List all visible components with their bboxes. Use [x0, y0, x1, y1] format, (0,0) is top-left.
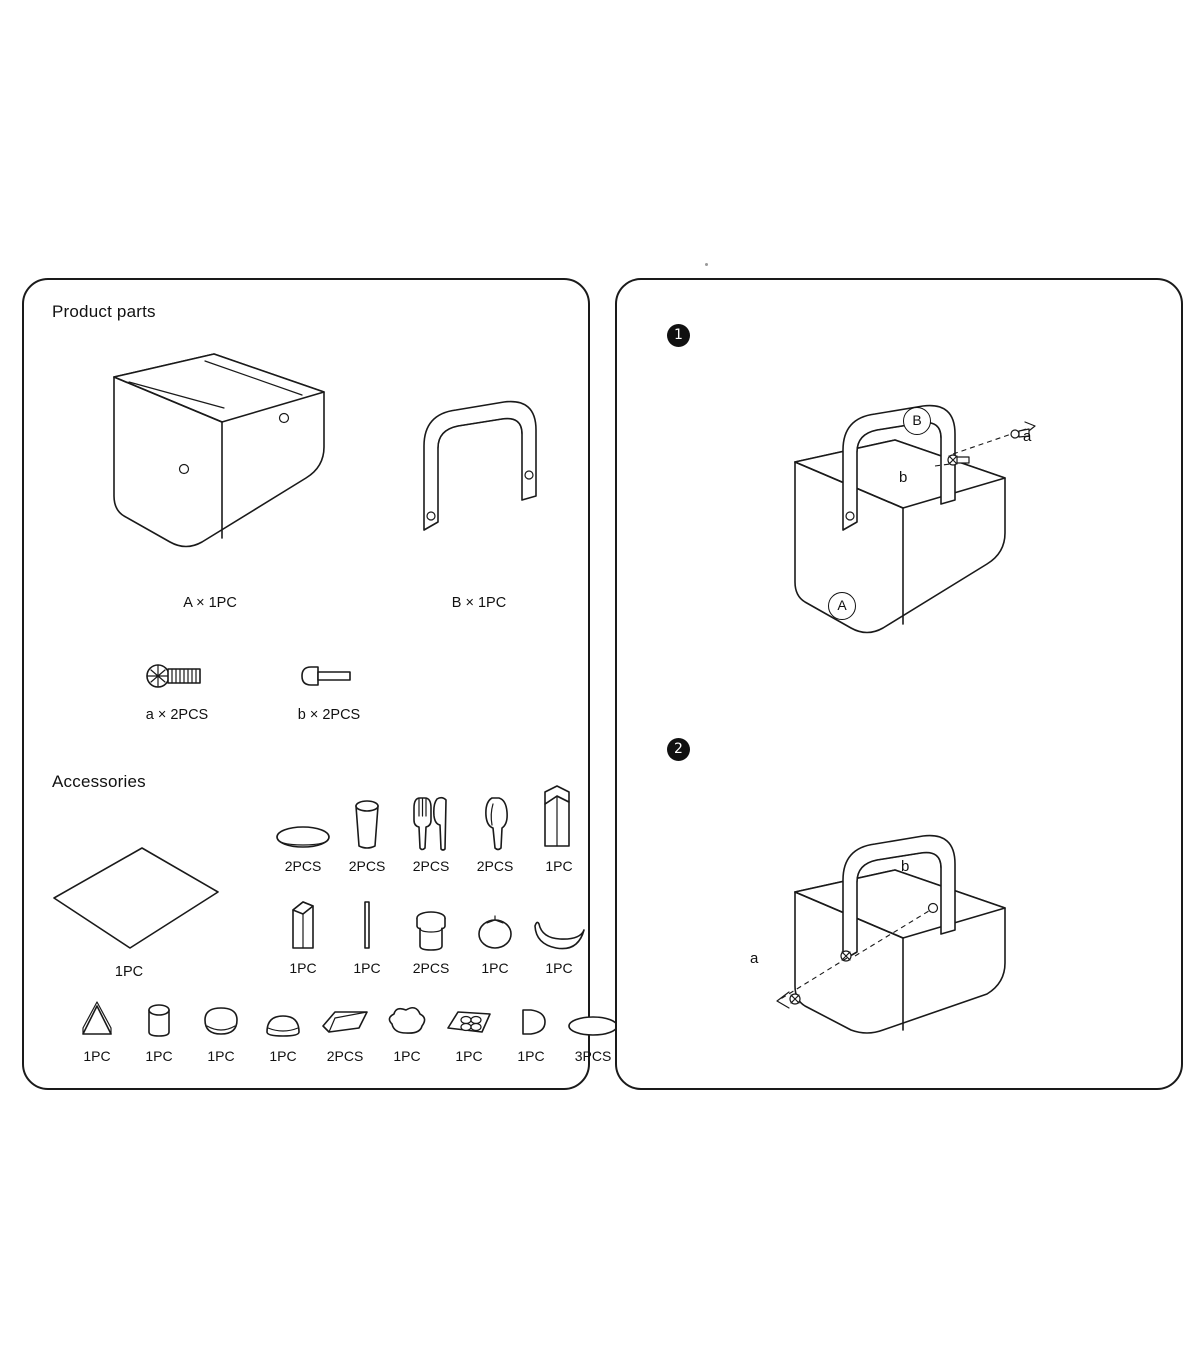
plate-icon: [272, 800, 334, 852]
accessory-cup: [336, 786, 398, 874]
straw-icon: [336, 892, 398, 954]
accessory-knife: [464, 786, 526, 874]
bun-icon: [252, 992, 314, 1042]
tomato-qty: 1PC: [481, 960, 509, 976]
fork-qty: 2PCS: [412, 858, 450, 874]
plate-qty: 2PCS: [284, 858, 322, 874]
accessory-juice-box: [272, 892, 334, 976]
accessory-milk-carton: [528, 776, 590, 874]
cloud-bread-qty: 1PC: [393, 1048, 421, 1064]
fork-icon: [400, 786, 462, 852]
pin-icon: [294, 658, 364, 694]
jar-icon: [400, 892, 462, 954]
step-2-fastener-b-label: b: [901, 858, 910, 875]
can-icon: [128, 992, 190, 1042]
step-1-fastener-b-label: b: [899, 469, 908, 486]
can-qty: 1PC: [145, 1048, 173, 1064]
banana-qty: 1PC: [545, 960, 573, 976]
half-circle-qty: 1PC: [517, 1048, 545, 1064]
product-parts-title: Product parts: [52, 302, 156, 321]
tomato-icon: [464, 892, 526, 954]
cookie-tray-icon: [438, 992, 500, 1042]
step-2-fastener-a-label: a: [750, 950, 759, 967]
juice-box-icon: [272, 892, 334, 954]
half-circle-food-icon: [500, 992, 562, 1042]
step-2-illustration: [737, 780, 1157, 1040]
watermelon-slice-icon: [190, 992, 252, 1042]
accessory-banana: [528, 892, 590, 976]
watermelon-qty: 1PC: [207, 1048, 235, 1064]
accessory-cloud-bread: [376, 992, 438, 1064]
milk-carton-icon: [528, 776, 590, 852]
oval-food-qty: 3PCS: [574, 1048, 612, 1064]
step-1-illustration: [757, 390, 1157, 640]
banana-icon: [528, 892, 590, 954]
step-1-label-a: A: [828, 592, 856, 620]
accessory-tomato: [464, 892, 526, 976]
blanket-icon: [46, 840, 226, 960]
accessory-watermelon-slice: [190, 992, 252, 1064]
cloud-bread-icon: [376, 992, 438, 1042]
bread-slice-qty: 2PCS: [326, 1048, 364, 1064]
knife-qty: 2PCS: [476, 858, 514, 874]
hardware-a-caption: a × 2PCS: [145, 707, 209, 723]
jar-qty: 2PCS: [412, 960, 450, 976]
blanket-qty: 1PC: [114, 964, 144, 980]
screw-icon: [142, 658, 212, 694]
accessory-straw: [336, 892, 398, 976]
accessory-bun: [252, 992, 314, 1064]
cup-qty: 2PCS: [348, 858, 386, 874]
part-a-illustration: [74, 342, 344, 572]
accessory-plate: [272, 800, 334, 874]
step-1-fastener-a-label: a: [1023, 428, 1032, 445]
accessory-cheese-wedge: [66, 992, 128, 1064]
accessory-half-circle-food: [500, 992, 562, 1064]
step-2-number: 2: [667, 738, 690, 761]
milk-carton-qty: 1PC: [545, 858, 573, 874]
cheese-qty: 1PC: [83, 1048, 111, 1064]
part-b-caption: B × 1PC: [451, 595, 507, 611]
accessory-fork: [400, 786, 462, 874]
straw-qty: 1PC: [353, 960, 381, 976]
cookie-tray-qty: 1PC: [455, 1048, 483, 1064]
hardware-b-caption: b × 2PCS: [297, 707, 361, 723]
assembly-steps-panel: [615, 278, 1183, 1090]
part-a-caption: A × 1PC: [183, 595, 237, 611]
bread-slice-icon: [314, 992, 376, 1042]
cheese-wedge-icon: [66, 992, 128, 1042]
step-1-label-b: B: [903, 407, 931, 435]
part-b-illustration: [394, 390, 554, 550]
accessory-cookie-tray: [438, 992, 500, 1064]
accessory-can: [128, 992, 190, 1064]
accessory-jar: [400, 892, 462, 976]
bun-qty: 1PC: [269, 1048, 297, 1064]
accessories-title: Accessories: [52, 772, 146, 791]
cup-icon: [336, 786, 398, 852]
knife-icon: [464, 786, 526, 852]
juice-box-qty: 1PC: [289, 960, 317, 976]
accessory-bread-slice: [314, 992, 376, 1064]
page-speck: [705, 263, 708, 266]
step-1-number: 1: [667, 324, 690, 347]
product-parts-panel: [22, 278, 612, 1090]
